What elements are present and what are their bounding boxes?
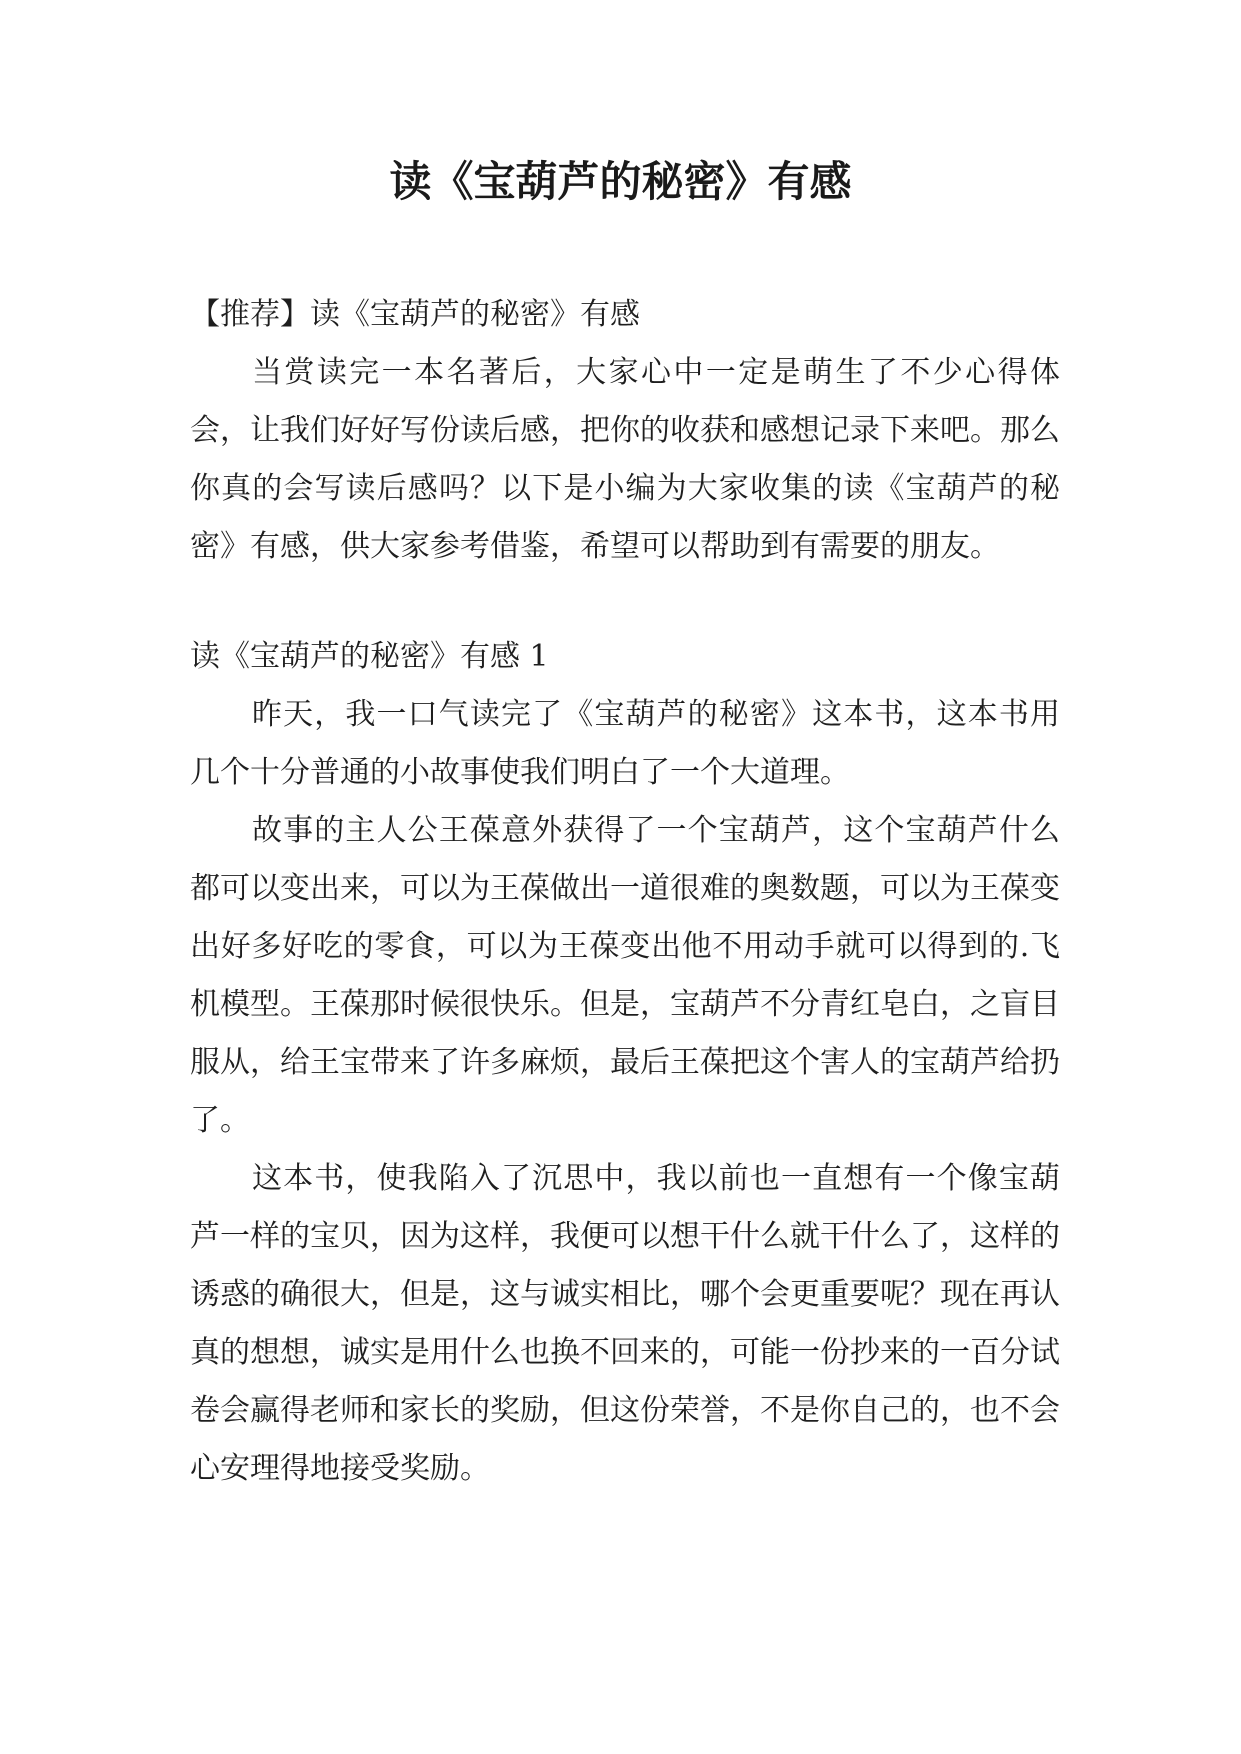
body-paragraph: 昨天，我一口气读完了《宝葫芦的秘密》这本书，这本书用几个十分普通的小故事使我们明白了一个大道理。 — [190, 697, 1060, 790]
section-heading: 读《宝葫芦的秘密》有感 1 — [190, 639, 549, 674]
document-title: 读《宝葫芦的秘密》有感 — [389, 157, 852, 206]
intro-paragraph: 当赏读完一本名著后，大家心中一定是萌生了不少心得体会，让我们好好写份读后感，把你的收获和感想记录下来吧。那么你真的会写读后感吗？以下是小编为大家收集的读《宝葫芦的秘密》有感，供大家参考借鉴，希望可以帮助到有需要的朋友。 — [190, 355, 1060, 564]
body-paragraph: 这本书，使我陷入了沉思中，我以前也一直想有一个像宝葫芦一样的宝贝，因为这样，我便可以想干什么就干什么了，这样的诱惑的确很大，但是，这与诚实相比，哪个会更重要呢？现在再认真的想想，诚实是用什么也换不回来的，可能一份抄来的一百分试卷会赢得老师和家长的奖励，但这份荣誉，不是你自己的，也不会心安理得地接受奖励。 — [190, 1161, 1060, 1486]
body-paragraph: 故事的主人公王葆意外获得了一个宝葫芦，这个宝葫芦什么都可以变出来，可以为王葆做出一道很难的奥数题，可以为王葆变出好多好吃的零食，可以为王葆变出他不用动手就可以得到的.飞机模型。王葆那时候很快乐。但是，宝葫芦不分青红皂白，之盲目服从，给王宝带来了许多麻烦，最后王葆把这个害人的宝葫芦给扔了。 — [190, 813, 1060, 1138]
document-subtitle: 【推荐】读《宝葫芦的秘密》有感 — [190, 297, 640, 332]
document-body — [190, 286, 1060, 1498]
